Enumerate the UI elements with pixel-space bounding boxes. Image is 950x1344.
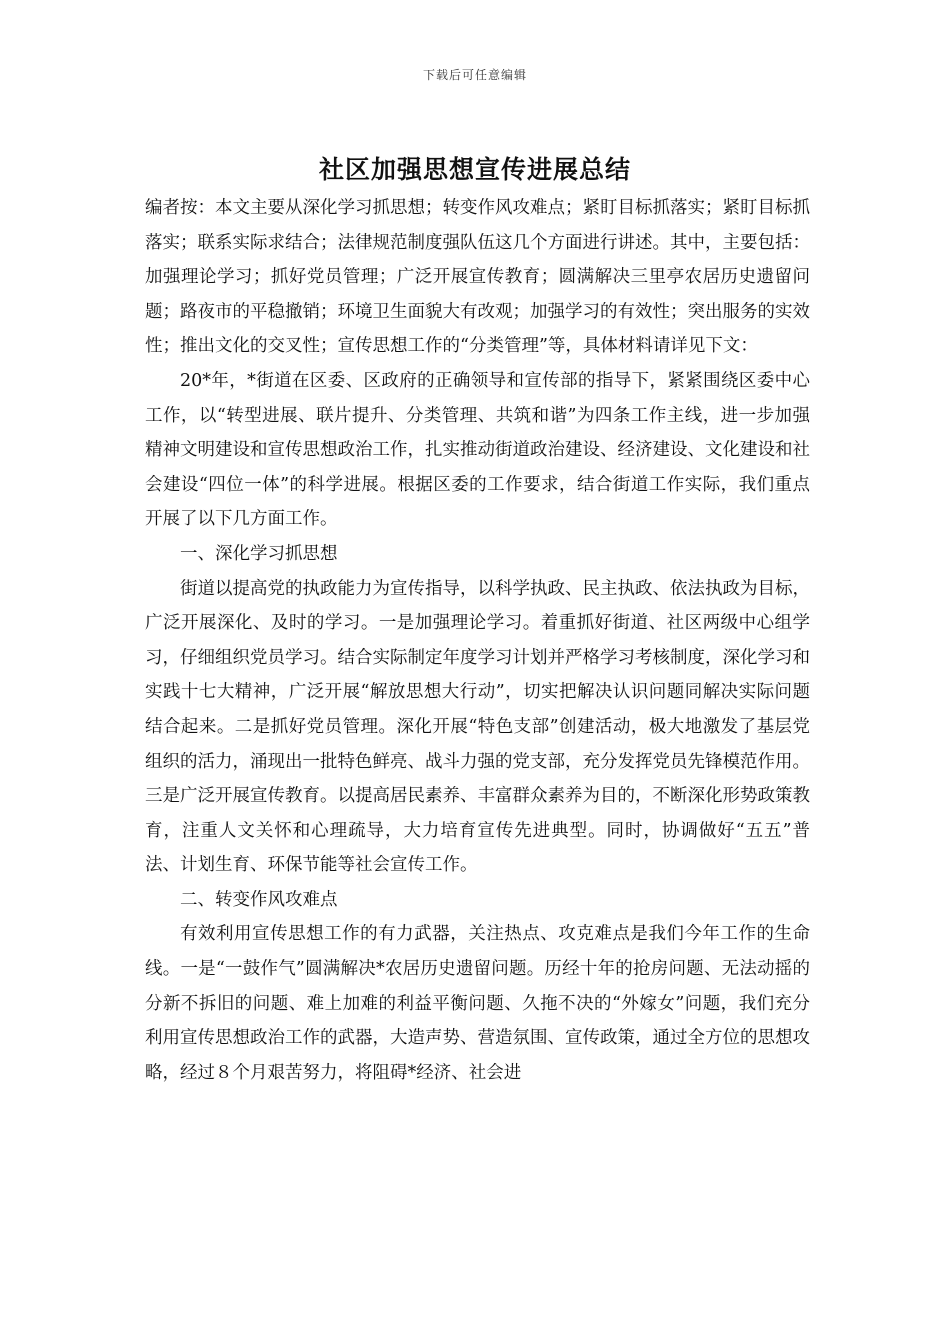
section-heading-2: 二、转变作风攻难点 [180,889,338,910]
document-title: 社区加强思想宣传进展总结 [318,155,631,184]
section-paragraph-2: 有效利用宣传思想工作的有力武器，关注热点、攻克难点是我们今年工作的生命线。一是“一鼓作气”圆满解决*农居历史遗留问题。历经十年的抢房问题、无法动摇的分新不拆旧的问题、难上加难的利益平衡问题、久拖不决的“外嫁女”问题，我们充分利用宣传思想政治工作的武器，大造声势、营造氛围、宣传政策，通过全方位的思想攻略，经过８个月艰苦努力，将阻碍*经济、社会进 [145,924,810,1083]
header-note: 下载后可任意编辑 [422,68,527,82]
editor-note-paragraph: 编者按：本文主要从深化学习抓思想；转变作风攻难点；紧盯目标抓落实；紧盯目标抓落实；联系实际求结合；法律规范制度强队伍这几个方面进行讲述。其中，主要包括：加强理论学习；抓好党员管理；广泛开展宣传教育；圆满解决三里亭农居历史遗留问题；路夜市的平稳撤销；环境卫生面貌大有改观；加强学习的有效性；突出服务的实效性；推出文化的交叉性；宣传思想工作的“分类管理”等，具体材料请详见下文： [145,198,810,357]
intro-paragraph: 20*年，*街道在区委、区政府的正确领导和宣传部的指导下，紧紧围绕区委中心工作，以“转型进展、联片提升、分类管理、共筑和谐”为四条工作主线，进一步加强精神文明建设和宣传思想政治工作，扎实推动街道政治建设、经济建设、文化建设和社会建设“四位一体”的科学进展。根据区委的工作要求，结合街道工作实际，我们重点开展了以下几方面工作。 [145,370,810,530]
section-heading-1: 一、深化学习抓思想 [180,543,338,564]
section-paragraph-1: 街道以提高党的执政能力为宣传指导，以科学执政、民主执政、依法执政为目标，广泛开展深化、及时的学习。一是加强理论学习。着重抓好街道、社区两级中心组学习，仔细组织党员学习。结合实际制定年度学习计划并严格学习考核制度，深化学习和实践十七大精神，广泛开展“解放思想大行动”，切实把解决认识问题同解决实际问题结合起来。二是抓好党员管理。深化开展“特色支部”创建活动，极大地激发了基层党组织的活力，涌现出一批特色鲜亮、战斗力强的党支部，充分发挥党员先锋模范作用。三是广泛开展宣传教育。以提高居民素养、丰富群众素养为目的，不断深化形势政策教育，注重人文关怀和心理疏导，大力培育宣传先进典型。同时，协调做好“五五”普法、计划生育、环保节能等社会宣传工作。 [145,578,810,876]
document-body [145,191,810,1090]
